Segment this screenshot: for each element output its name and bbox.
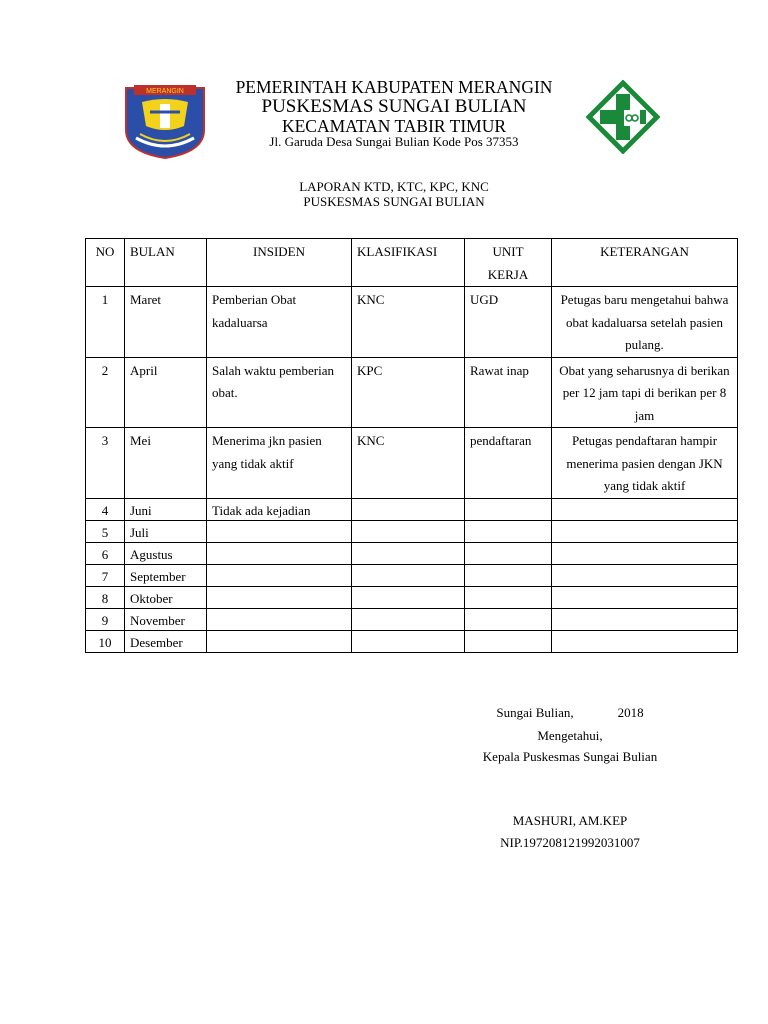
table-row: [86, 564, 738, 586]
cell-no: 3: [86, 428, 125, 499]
table-row: [86, 498, 738, 520]
table-header-row: [86, 239, 738, 287]
cell-klasifikasi: KPC: [352, 357, 465, 428]
cell-bulan: Juni: [125, 498, 207, 520]
cell-bulan: Mei: [125, 428, 207, 499]
cell-unit-kerja: Rawat inap: [465, 357, 552, 428]
cell-no: 4: [86, 498, 125, 520]
cell-keterangan: [552, 608, 738, 630]
cell-klasifikasi: KNC: [352, 287, 465, 358]
cell-bulan: Agustus: [125, 542, 207, 564]
header-government: PEMERINTAH KABUPATEN MERANGIN: [235, 77, 553, 97]
cell-keterangan: [552, 630, 738, 652]
header-puskesmas: PUSKESMAS SUNGAI BULIAN: [261, 96, 527, 117]
incident-report-table: [85, 238, 738, 653]
cell-keterangan: Petugas baru mengetahui bahwa obat kadaluarsa setelah pasien pulang.: [552, 287, 738, 358]
cell-bulan: November: [125, 608, 207, 630]
report-title: LAPORAN KTD, KTC, KPC, KNC: [299, 179, 489, 194]
cell-insiden: [207, 564, 352, 586]
cell-insiden: Pemberian Obat kadaluarsa: [207, 287, 352, 358]
cell-unit-kerja: [465, 586, 552, 608]
cell-no: 8: [86, 586, 125, 608]
cell-klasifikasi: [352, 608, 465, 630]
cell-no: 1: [86, 287, 125, 358]
puskesmas-cross-icon: [586, 80, 660, 154]
cell-no: 6: [86, 542, 125, 564]
table-row: [86, 586, 738, 608]
emblem-label: MERANGIN: [146, 88, 184, 95]
cell-klasifikasi: [352, 520, 465, 542]
cell-unit-kerja: pendaftaran: [465, 428, 552, 499]
cell-bulan: April: [125, 357, 207, 428]
cell-keterangan: [552, 542, 738, 564]
cell-insiden: [207, 608, 352, 630]
report-subtitle: PUSKESMAS SUNGAI BULIAN: [303, 194, 485, 209]
col-header-bulan: BULAN: [125, 239, 207, 287]
cell-insiden: Menerima jkn pasien yang tidak aktif: [207, 428, 352, 499]
cell-keterangan: Petugas pendaftaran hampir menerima pasien dengan JKN yang tidak aktif: [552, 428, 738, 499]
cell-klasifikasi: [352, 542, 465, 564]
cell-bulan: Desember: [125, 630, 207, 652]
cell-keterangan: [552, 586, 738, 608]
cell-insiden: [207, 586, 352, 608]
header-district: KECAMATAN TABIR TIMUR: [281, 116, 507, 136]
cell-insiden: Salah waktu pemberian obat.: [207, 357, 352, 428]
col-header-klasifikasi: KLASIFIKASI: [352, 239, 465, 287]
letterhead: [0, 0, 768, 170]
signature-place: Sungai Bulian,: [496, 705, 574, 720]
cell-no: 2: [86, 357, 125, 428]
cell-insiden: Tidak ada kejadian: [207, 498, 352, 520]
signature-ack: Mengetahui,: [537, 728, 603, 743]
cell-klasifikasi: [352, 564, 465, 586]
cell-unit-kerja: UGD: [465, 287, 552, 358]
table-row: [86, 428, 738, 499]
cell-unit-kerja: [465, 630, 552, 652]
signature-place-date: [440, 705, 700, 721]
table-row: [86, 630, 738, 652]
cell-no: 9: [86, 608, 125, 630]
cell-bulan: Oktober: [125, 586, 207, 608]
cell-insiden: [207, 520, 352, 542]
col-header-no: NO: [86, 239, 125, 287]
cell-keterangan: [552, 520, 738, 542]
table-row: [86, 520, 738, 542]
header-address: Jl. Garuda Desa Sungai Bulian Kode Pos 37353: [269, 134, 519, 149]
cell-keterangan: [552, 564, 738, 586]
col-header-insiden: INSIDEN: [207, 239, 352, 287]
cell-no: 5: [86, 520, 125, 542]
cell-unit-kerja: [465, 520, 552, 542]
cell-keterangan: [552, 498, 738, 520]
cell-bulan: September: [125, 564, 207, 586]
cell-unit-kerja: [465, 564, 552, 586]
signature-nip: NIP.197208121992031007: [500, 835, 640, 850]
cell-klasifikasi: [352, 630, 465, 652]
signature-role: Kepala Puskesmas Sungai Bulian: [482, 749, 658, 764]
cell-klasifikasi: [352, 498, 465, 520]
table-row: [86, 357, 738, 428]
signature-year: 2018: [617, 705, 644, 720]
cell-no: 10: [86, 630, 125, 652]
cell-insiden: [207, 542, 352, 564]
cell-insiden: [207, 630, 352, 652]
cell-keterangan: Obat yang seharusnya di berikan per 12 jam tapi di berikan per 8 jam: [552, 357, 738, 428]
col-header-keterangan: KETERANGAN: [552, 239, 738, 287]
signature-name: MASHURI, AM.KEP: [512, 813, 628, 828]
cell-unit-kerja: [465, 542, 552, 564]
table-row: [86, 287, 738, 358]
table-row: [86, 542, 738, 564]
cell-no: 7: [86, 564, 125, 586]
table-row: [86, 608, 738, 630]
col-header-unit-kerja: UNIT KERJA: [465, 239, 552, 287]
cell-bulan: Juli: [125, 520, 207, 542]
cell-klasifikasi: KNC: [352, 428, 465, 499]
cell-unit-kerja: [465, 608, 552, 630]
cell-klasifikasi: [352, 586, 465, 608]
cell-unit-kerja: [465, 498, 552, 520]
cell-bulan: Maret: [125, 287, 207, 358]
